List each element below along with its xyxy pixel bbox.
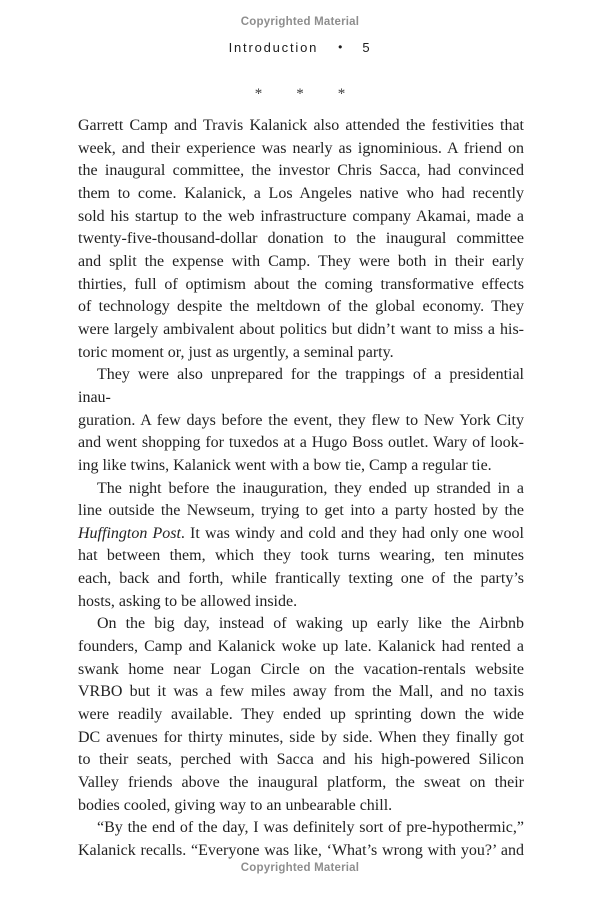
text-line: line outside the Newseum, trying to get into a party hosted by the	[78, 502, 524, 520]
header-bullet: •	[338, 40, 343, 54]
text-line: hosts, asking to be allowed inside.	[78, 592, 298, 610]
body-text	[78, 115, 524, 863]
text-line: and went shopping for tuxedos at a Hugo Boss outlet. Wary of look-	[78, 434, 524, 452]
paragraph	[78, 478, 524, 614]
text-line: VRBO but it was a few miles away from the Mall, and no taxis	[78, 683, 524, 701]
text-line: the inaugural committee, the investor Chris Sacca, had convinced	[78, 162, 524, 180]
text-line: were largely ambivalent about politics but didn’t want to miss a his-	[78, 320, 524, 338]
text-line: twenty-five-thousand-dollar donation to the inaugural committee	[78, 230, 524, 248]
text-line: and split the expense with Camp. They were both in their early	[78, 252, 524, 270]
asterisk: *	[337, 86, 346, 102]
text-line: They were also unprepared for the trappings of a presidential inau-	[78, 366, 524, 406]
text-line: Kalanick recalls. “Everyone was like, ‘What’s wrong with you?’ and	[78, 842, 524, 859]
text-line: toric moment or, just as urgently, a seminal party.	[78, 343, 394, 361]
paragraph	[78, 115, 524, 364]
text-line: swank home near Logan Circle on the vacation-rentals website	[78, 660, 524, 678]
paragraph	[78, 364, 524, 477]
copyright-notice-top: Copyrighted Material	[240, 16, 360, 28]
asterisk: *	[254, 86, 263, 102]
text-line: DC avenues for thirty minutes, side by side. When they finally got	[78, 728, 524, 746]
text-line-rest: . It was windy and cold and they had only one wool	[180, 524, 524, 542]
paragraph	[78, 613, 524, 817]
text-line: each, back and forth, while frantically texting one of the party’s	[78, 570, 524, 588]
text-line: of technology despite the meltdown of the global economy. They	[78, 298, 524, 316]
text-line: Garrett Camp and Travis Kalanick also attended the festivities that	[78, 117, 524, 134]
section-break	[0, 86, 600, 103]
text-line: ing like twins, Kalanick went with a bow tie, Camp a regular tie.	[78, 456, 492, 474]
asterisk: *	[296, 86, 304, 102]
text-line: Valley friends above the inaugural platform, the sweat on their	[78, 774, 524, 792]
text-line: thirties, full of optimism about the coming transformative effects	[78, 275, 524, 293]
copyright-notice-bottom: Copyrighted Material	[240, 862, 360, 874]
text-line	[78, 523, 524, 546]
text-line: to their seats, perched with Sacca and his high-powered Silicon	[78, 751, 524, 769]
text-line: them to come. Kalanick, a Los Angeles native who had recently	[78, 184, 524, 202]
text-line: The night before the inauguration, they ended up stranded in a	[97, 479, 524, 497]
text-line: “By the end of the day, I was definitely sort of pre-hypothermic,”	[97, 819, 524, 837]
text-line: week, and their experience was nearly as ignominious. A friend on	[78, 139, 524, 157]
text-line: On the big day, instead of waking up early like the Airbnb	[97, 615, 524, 633]
text-line: founders, Camp and Kalanick woke up late. Kalanick had rented a	[78, 638, 524, 656]
publication-title-italic: Huffington Post	[78, 524, 181, 542]
text-line: guration. A few days before the event, they flew to New York City	[78, 411, 524, 429]
paragraph	[78, 817, 524, 862]
text-line: sold his startup to the web infrastructure company Akamai, made a	[78, 207, 524, 225]
text-line: were readily available. They ended up sprinting down the wide	[78, 706, 524, 724]
running-header	[0, 40, 600, 55]
text-line: bodies cooled, giving way to an unbearable chill.	[78, 796, 393, 814]
chapter-title: Introduction	[228, 40, 319, 55]
text-line: hat between them, which they took turns wearing, ten minutes	[78, 547, 524, 565]
page-number: 5	[362, 40, 372, 55]
